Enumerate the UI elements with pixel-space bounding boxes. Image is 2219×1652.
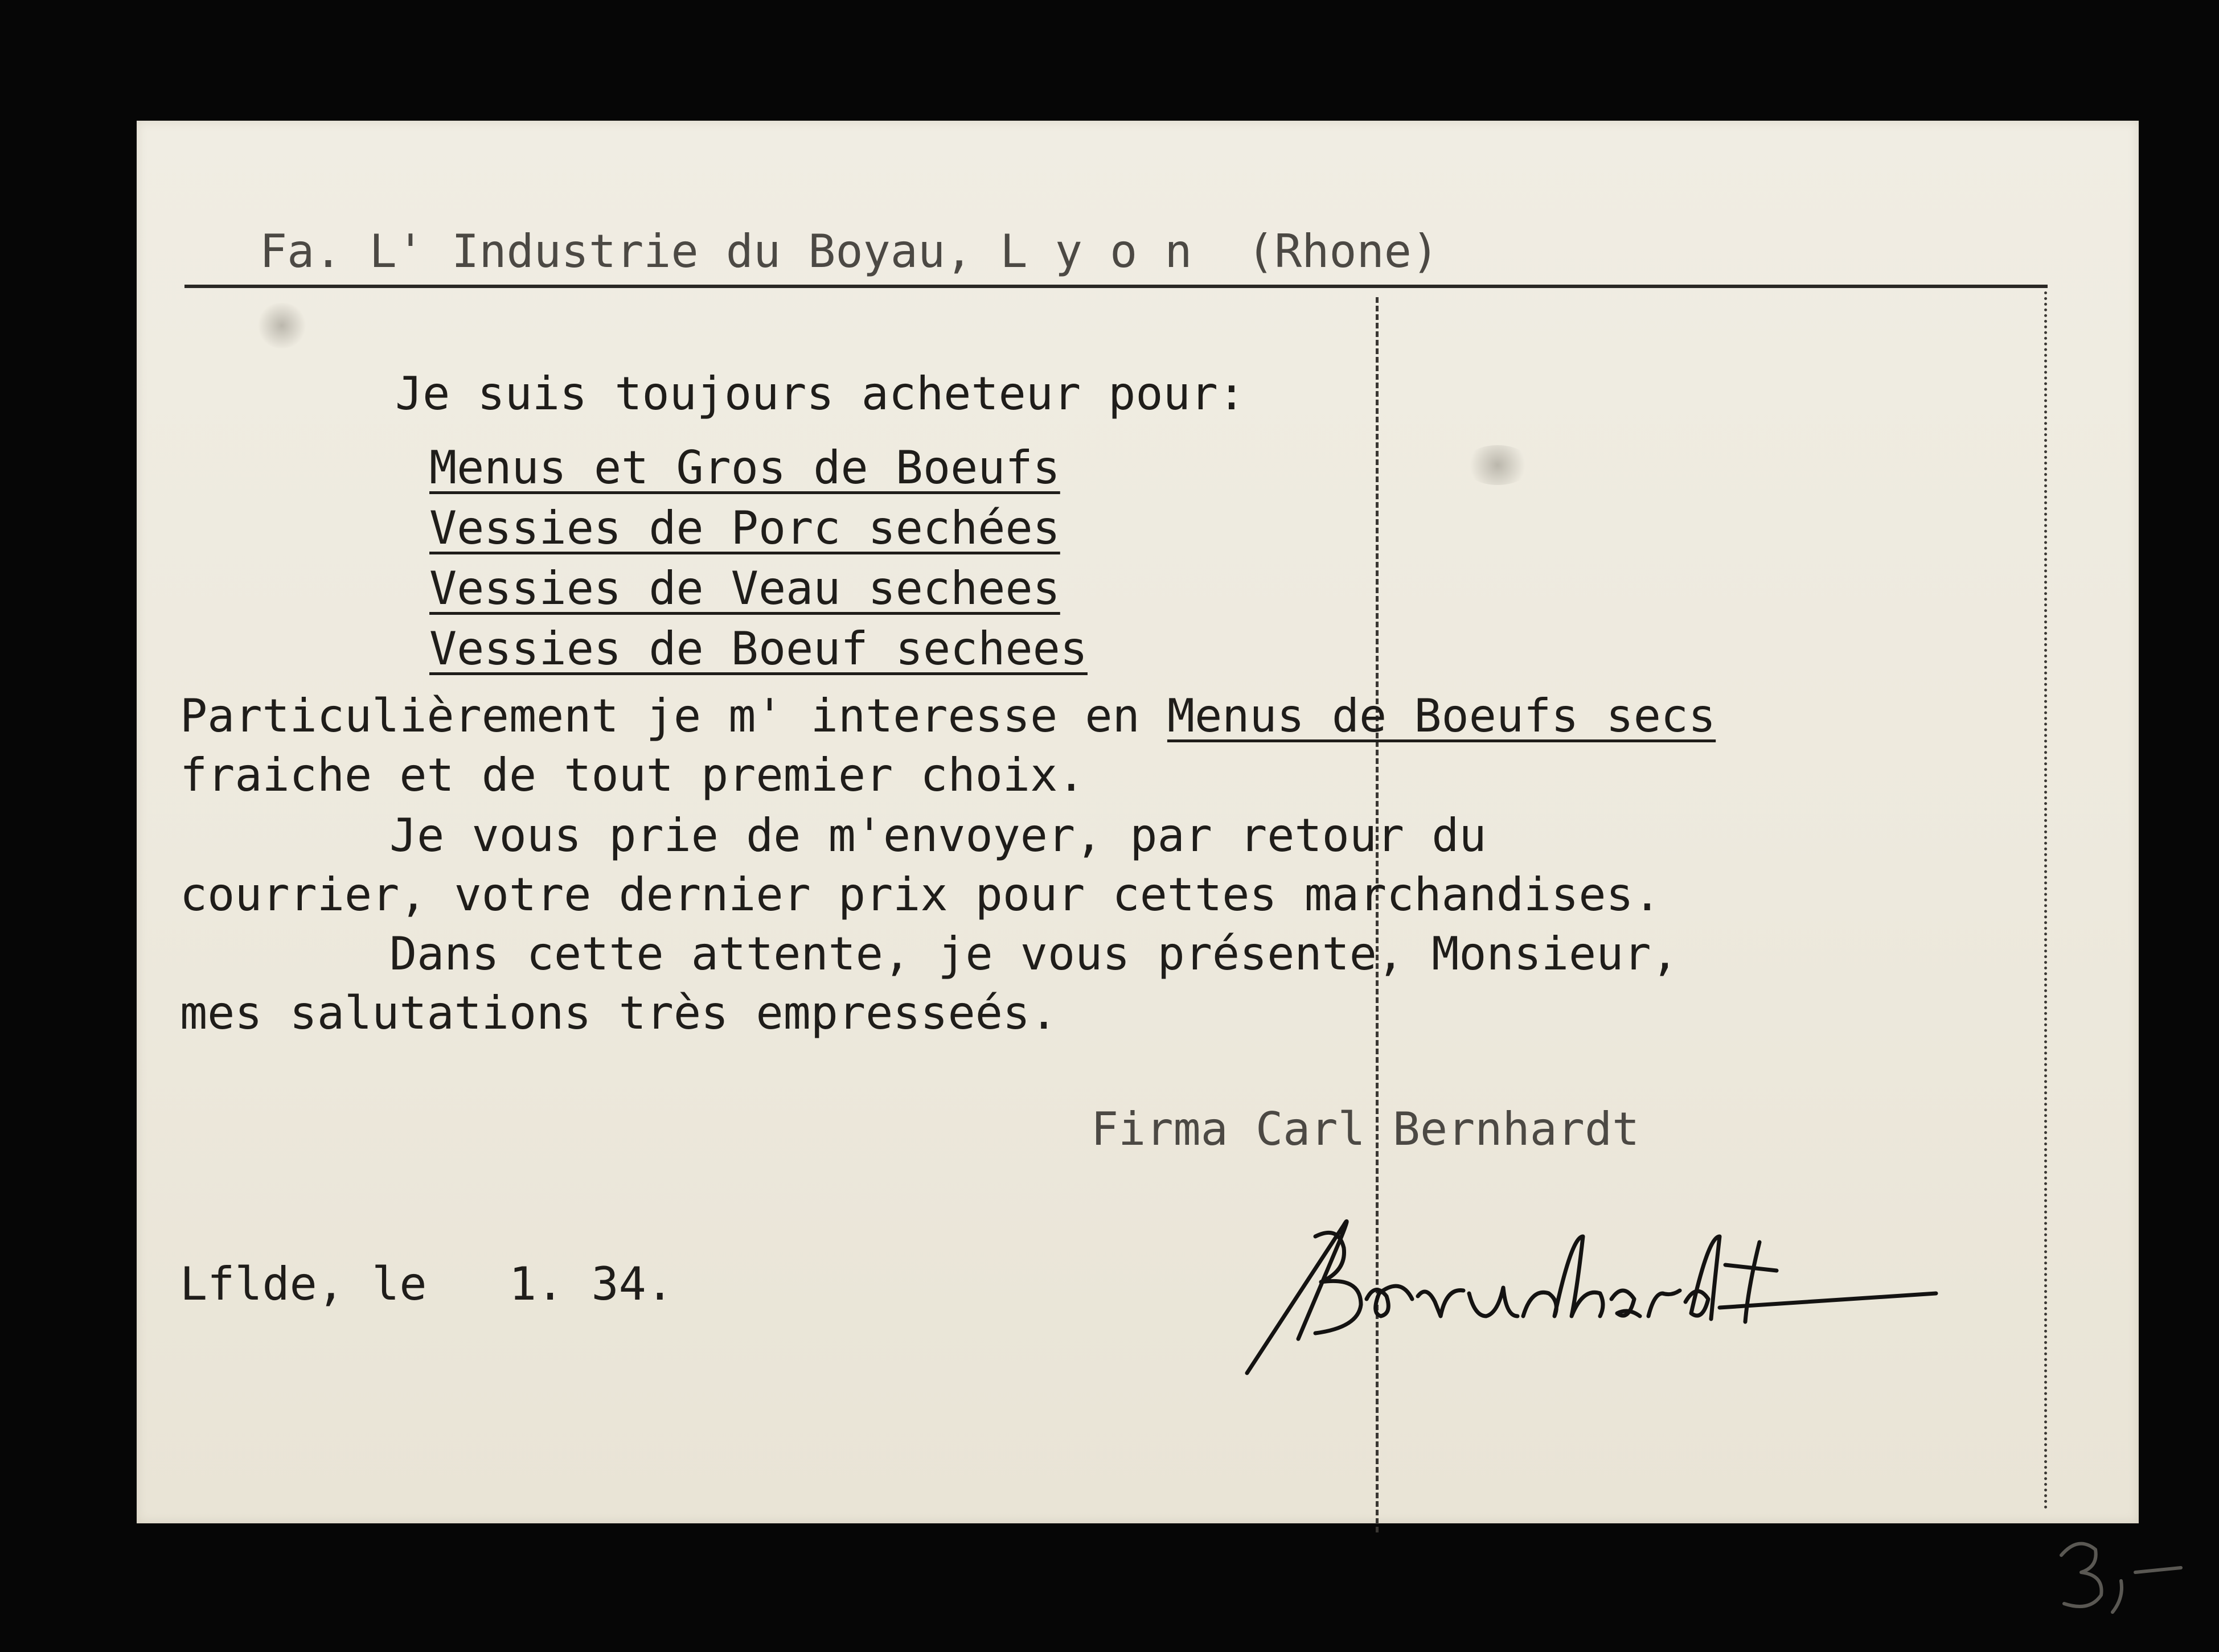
dateline: Lflde, le 1. 34. — [180, 1258, 674, 1310]
particular-emphasis: Menus de Boeufs secs — [1167, 689, 1716, 742]
ink-smudge — [1463, 445, 1532, 485]
pencil-price-note — [2050, 1527, 2198, 1618]
particular-line-2: fraiche et de tout premier choix. — [180, 749, 1085, 802]
handwritten-signature — [1230, 1202, 1947, 1384]
closing-line-1: Dans cette attente, je vous présente, Monsieur, — [389, 927, 1679, 980]
request-line-2: courrier, votre dernier prix pour cettes marchandises. — [180, 868, 1661, 921]
request-line-1: Je vous prie de m'envoyer, par retour du — [389, 809, 1487, 862]
item-vessies-boeuf: Vessies de Boeuf sechees — [429, 622, 1088, 675]
item-vessies-porc: Vessies de Porc sechées — [429, 502, 1060, 554]
postcard — [137, 121, 2139, 1523]
item-vessies-veau: Vessies de Veau sechees — [429, 562, 1060, 615]
intro-line: Je suis toujours acheteur pour: — [395, 367, 1246, 420]
particular-prefix: Particulièrement je m' interesse en — [180, 689, 1167, 742]
divider-line-right — [2044, 291, 2047, 1510]
firm-name: Firma Carl Bernhardt — [1091, 1103, 1640, 1156]
address-rule — [184, 285, 2048, 288]
item-menus-gros-boeufs: Menus et Gros de Boeufs — [429, 441, 1060, 494]
recipient-address: Fa. L' Industrie du Boyau, L y o n (Rhone) — [260, 225, 1439, 278]
ink-smudge — [256, 303, 307, 348]
particular-line-1 — [180, 689, 1716, 742]
closing-line-2: mes salutations très empresseés. — [180, 987, 1058, 1039]
